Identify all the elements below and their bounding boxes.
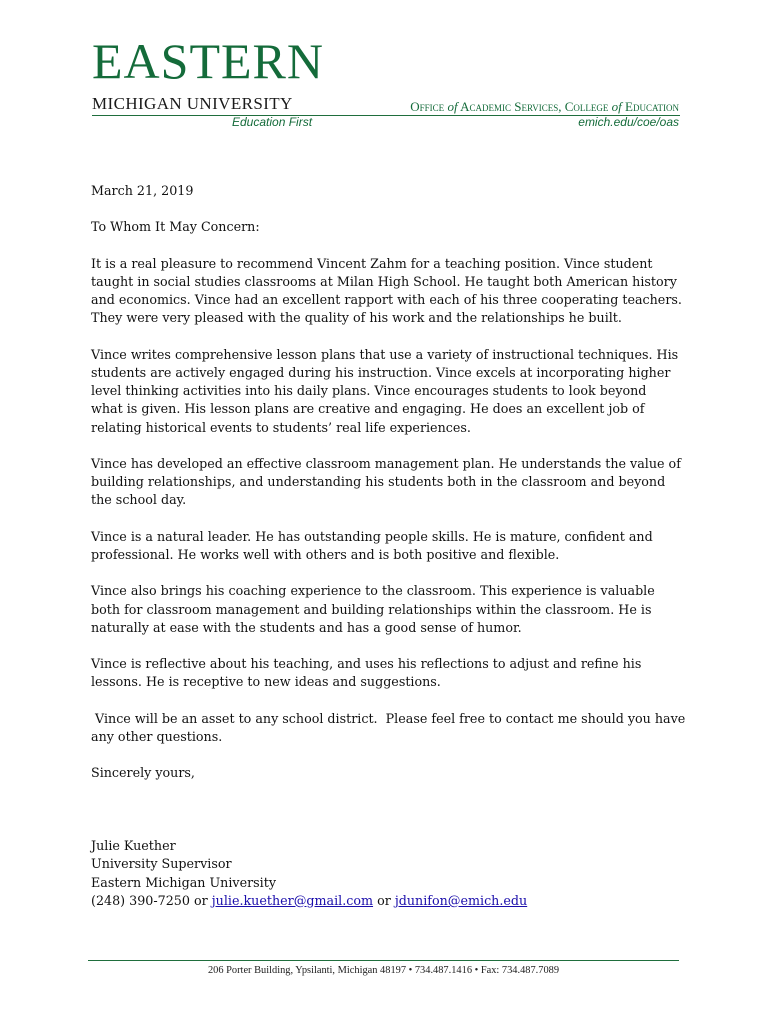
text-line: relating historical events to students’ real life experiences. bbox=[91, 419, 471, 435]
office-name-part: of bbox=[447, 99, 458, 114]
letter-paragraph bbox=[91, 455, 691, 510]
text-line: Vince is a natural leader. He has outstanding people skills. He is mature, confident and bbox=[91, 528, 653, 544]
text-line: Vince writes comprehensive lesson plans that use a variety of instructional techniques. His bbox=[91, 346, 679, 362]
text-line: what is given. His lesson plans are creative and engaging. He does an excellent job of bbox=[91, 401, 645, 417]
text-line: the school day. bbox=[91, 492, 187, 508]
text-line: building relationships, and understanding his students both in the classroom and beyond bbox=[91, 474, 666, 490]
office-name bbox=[410, 99, 679, 114]
letter-closing: Sincerely yours, bbox=[91, 765, 195, 781]
text-line: They were very pleased with the quality of his work and the relationships he built. bbox=[91, 310, 622, 326]
text-line: level thinking activities into his daily plans. Vince encourages students to look beyond bbox=[91, 383, 647, 399]
letter-paragraph bbox=[91, 255, 691, 328]
text-line: any other questions. bbox=[91, 728, 223, 744]
text-line: naturally at ease with the students and has a good sense of humor. bbox=[91, 619, 522, 635]
university-logo-wordmark: EASTERN bbox=[92, 33, 324, 89]
letter-paragraph bbox=[91, 346, 691, 437]
contact-line bbox=[91, 892, 691, 910]
signer-name: Julie Kuether bbox=[91, 838, 176, 854]
office-name-part: of bbox=[611, 99, 622, 114]
text-line: taught in social studies classrooms at Milan High School. He taught both American history bbox=[91, 273, 677, 289]
letter-salutation: To Whom It May Concern: bbox=[91, 219, 260, 235]
text-line: Vince has developed an effective classroom management plan. He understands the value of bbox=[91, 455, 681, 471]
office-name-part: Academic Services, College bbox=[457, 99, 612, 114]
text-line: Vince will be an asset to any school district. Please feel free to contact me should you have bbox=[91, 710, 686, 726]
text-line: students are actively engaged during his instruction. Vince excels at incorporating higher bbox=[91, 364, 671, 380]
text-line: Vince is reflective about his teaching, and uses his reflections to adjust and refine his bbox=[91, 656, 642, 672]
email-link-gmail[interactable]: julie.kuether@gmail.com bbox=[211, 892, 374, 908]
footer-address: 206 Porter Building, Ypsilanti, Michigan 48197 • 734.487.1416 • Fax: 734.487.7089 bbox=[207, 965, 560, 976]
contact-separator: or bbox=[373, 892, 395, 908]
letter-paragraph bbox=[91, 582, 691, 637]
letter-paragraph bbox=[91, 528, 691, 564]
signer-title: University Supervisor bbox=[91, 856, 232, 872]
letterhead-tagline: Education First bbox=[232, 115, 313, 129]
text-line: lessons. He is receptive to new ideas and suggestions. bbox=[91, 674, 441, 690]
phone-number: (248) 390-7250 bbox=[91, 892, 190, 908]
text-line: and economics. Vince had an excellent rapport with each of his three cooperating teachers. bbox=[91, 292, 682, 308]
letter-body bbox=[91, 182, 691, 910]
email-link-emich[interactable]: jdunifon@emich.edu bbox=[394, 892, 528, 908]
text-line: professional. He works well with others and is both positive and flexible. bbox=[91, 546, 560, 562]
footer-divider bbox=[88, 960, 679, 961]
university-logo-subtitle: MICHIGAN UNIVERSITY bbox=[92, 94, 293, 113]
letter-paragraph bbox=[91, 655, 691, 691]
office-url: emich.edu/coe/oas bbox=[578, 115, 679, 129]
signature-block bbox=[91, 837, 691, 910]
office-name-part: Education bbox=[621, 99, 679, 114]
text-line: both for classroom management and building relationships within the classroom. He is bbox=[91, 601, 652, 617]
letter-date: March 21, 2019 bbox=[91, 183, 194, 198]
text-line: Vince also brings his coaching experience to the classroom. This experience is valuable bbox=[91, 583, 655, 599]
letter-paragraph bbox=[91, 710, 691, 746]
office-name-part: Office bbox=[410, 99, 448, 114]
text-line: It is a real pleasure to recommend Vincent Zahm for a teaching position. Vince student bbox=[91, 255, 653, 271]
contact-separator: or bbox=[189, 892, 212, 908]
signer-institution: Eastern Michigan University bbox=[91, 874, 276, 890]
